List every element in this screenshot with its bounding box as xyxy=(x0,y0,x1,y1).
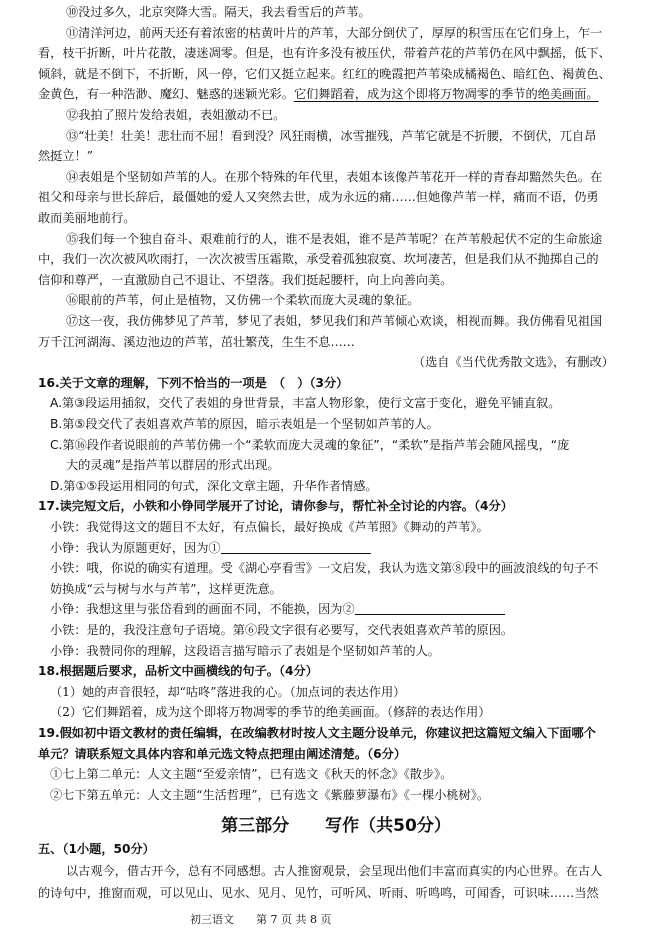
q17-dialogue-3: 小铁：哦，你说的确实有道理。受《湖心亭看雪》一文启发，我认为选文第⑧段中的画波浪线的句子不 xyxy=(50,561,599,576)
question-16-stem: 16.关于文章的理解，下列不恰当的一项是 （ ）（3分） xyxy=(38,375,349,390)
paragraph-10: ⑩没过多久，北京突降大雪。隔天，我去看雪后的芦苇。 xyxy=(66,5,371,19)
q18-item-1-requirement: （加点词的表达作用） xyxy=(289,684,406,699)
paragraph-17-line-1: ⑰这一夜，我仿佛梦见了芦苇，梦见了表姐，梦见我们和芦苇倾心欢谈，相视而舞。我仿佛看见祖国 xyxy=(66,314,603,328)
q18-item-1-sentence: （1）她的声音很轻，却“咕咚”落进我的心。 xyxy=(50,684,290,699)
paragraph-13-line-1: ⑬“壮美！壮美！悲壮而不屈！看到没？风狂雨横，冰雪摧残，芦苇它就是不折腰，不倒伏，兀自昂 xyxy=(66,128,597,143)
paragraph-14-line-2: 祖父和母亲与世长辞后，最僵她的爱人又突然去世，成为永远的痛……但她像芦苇一样，痛而不语，仍勇 xyxy=(38,190,599,205)
paragraph-11-line-2: 看，枝干折断，叶片花散，凄迷凋零。但是，也有许多没有被压伏，带着芦花的芦苇仍在风中飘摇，低下、 xyxy=(38,46,611,61)
q16-option-b: B.第⑤段交代了表姐喜欢芦苇的原因，暗示表姐是一个坚韧如芦苇的人。 xyxy=(50,417,439,431)
q17-dialogue-5 xyxy=(50,599,650,619)
writing-prompt-line-2: 的诗句中，推窗而观，可以见山、见水、见月、见竹，可听风、听雨、听鸣鸣，可闻香，可识味……当然 xyxy=(38,886,599,901)
q18-item-2-sentence: （2）它们舞蹈着，成为这个即将万物凋零的季节的绝美画面。 xyxy=(50,705,387,720)
source-citation: （选自《当代优秀散文选》，有删改） xyxy=(412,355,614,370)
q17-dialogue-4: 妨换成“云与树与水与芦苇”，这样更洗意。 xyxy=(50,581,282,596)
paragraph-14-line-3: 敢而美丽地前行。 xyxy=(38,211,136,225)
footer-subject: 初三语文 xyxy=(190,913,234,927)
q16-option-c-line-1: C.第⑯段作者说眼前的芦苇仿佛一个“柔软而庞大灵魂的象征”，“柔软”是指芦苇会随风摇曳，“庞 xyxy=(50,437,570,452)
paragraph-14-line-1: ⑭表姐是个坚韧如芦苇的人。在那个特殊的年代里，表姐本该像芦苇花开一样的青春却黯然失色。在 xyxy=(66,169,603,184)
paragraph-17-line-2: 万千江河湖海、溪边池边的芦苇，茁壮繁茂，生生不息…… xyxy=(38,334,355,349)
paragraph-11-line-3: 倾斜，就是不倒下，不折断，风一停，它们又挺立起来。红红的晚霞把芦苇染成橘褐色、暗红色、褐黄色、 xyxy=(38,66,611,81)
q17-dialogue-7: 小铮：我赞同你的理解，这段语言描写暗示了表姐是个坚韧如芦苇的人。 xyxy=(50,643,440,658)
paragraph-15-line-3: 信仰和尊严，一直激励自己不退让、不望落。我们挺起腰杆，向上向善向美。 xyxy=(38,272,453,287)
q17-dialogue-5-text: 小铮：我想这里与张岱看到的画面不同，不能换，因为② xyxy=(50,602,355,617)
question-19-stem-line-1: 19.假如初中语文教材的责任编辑，在改编教材时按人文主题分设单元，你建议把这篇短文编入下面哪个 xyxy=(38,726,596,740)
footer-page-number: 第 7 页 共 8 页 xyxy=(256,913,332,927)
q16-option-c-line-2: 大的灵魂”是指芦苇以群居的形式出现。 xyxy=(66,458,280,473)
section-5-heading: 五、（1小题，50分） xyxy=(38,842,155,857)
answer-blank-1[interactable] xyxy=(221,539,371,554)
q18-item-2-requirement: （修辞的表达作用） xyxy=(386,705,491,720)
question-17-stem: 17.读完短文后，小铁和小铮同学展开了讨论，请你参与，帮忙补全讨论的内容。（4分） xyxy=(38,499,513,514)
paragraph-11-line-4 xyxy=(38,84,638,104)
q17-dialogue-1: 小铁：我觉得这文的题目不太好，有点偏长，最好换成《芦苇照》《舞动的芦苇》。 xyxy=(50,520,489,534)
underlined-sentence: 它们舞蹈着，成为这个即将万物凋零的季节的绝美画面。 xyxy=(293,87,599,102)
q17-dialogue-2-text: 小铮：我认为原题更好，因为① xyxy=(50,540,221,555)
q18-item-1 xyxy=(50,682,650,702)
q17-dialogue-2 xyxy=(50,538,650,558)
q16-option-a: A.第③段运用插叙，交代了表姐的身世背景，丰富人物形象，使行文富于变化，避免平铺直叙。 xyxy=(50,396,561,411)
paragraph-11-text: 金黄色，有一种浩渺、魔幻、魅惑的迷颖光彩。 xyxy=(38,87,294,102)
answer-blank-2[interactable] xyxy=(355,600,505,615)
part-3-label: 第三部分 xyxy=(221,816,290,837)
question-19-stem-line-2: 单元？请联系短文具体内容和单元选文特点把理由阐述清楚。（6分） xyxy=(38,746,407,761)
q16-option-d: D.第①⑤段运用相同的句式，深化文章主题，升华作者情感。 xyxy=(50,478,378,493)
q19-option-2: ②七下第五单元：人文主题“生活哲理”，已有选文《紫藤萝瀑布》《一棵小桃树》。 xyxy=(50,787,490,802)
question-18-stem: 18.根据题后要求，品析文中画横线的句子。（4分） xyxy=(38,664,318,679)
paragraph-16: ⑯眼前的芦苇，何止是植物，又仿佛一个柔软而庞大灵魂的象征。 xyxy=(66,293,420,308)
q19-option-1: ①七上第二单元：人文主题“至爱亲情”，已有选文《秋天的怀念》《散步》。 xyxy=(50,767,453,782)
paragraph-11-line-1: ⑪清洋河边，前两天还有着浓密的枯黄叶片的芦苇，大部分倒伏了，厚厚的积雪压在它们身上，乍一 xyxy=(66,25,603,40)
part-3-heading xyxy=(0,811,672,836)
page-footer xyxy=(190,911,353,927)
paragraph-12: ⑫我拍了照片发给表姐，表姐激动不已。 xyxy=(66,108,286,122)
q18-item-2 xyxy=(50,702,650,722)
q17-dialogue-6: 小铁：是的，我没注意句子语境。第⑥段文字很有必要写，交代表姐喜欢芦苇的原因。 xyxy=(50,623,514,637)
paragraph-15-line-2: 中，我们一次次被风吹雨打，一次次被雪压霜欺，承受着孤独寂寞、坎坷凄苦，但是我们从不抛掷自己的 xyxy=(38,252,599,267)
writing-prompt-line-1: 以古观今，借古开今，总有不同感想。古人推窗观景，会呈现出他们丰富而真实的内心世界。在古人 xyxy=(66,864,603,879)
part-3-title: 写作（共50分） xyxy=(325,816,451,837)
paragraph-13-line-2: 然挺立！” xyxy=(38,149,93,164)
paragraph-15-line-1: ⑮我们每一个独自奋斗、艰难前行的人，谁不是表姐，谁不是芦苇呢？在芦苇般起伏不定的生命旅途 xyxy=(66,231,603,246)
